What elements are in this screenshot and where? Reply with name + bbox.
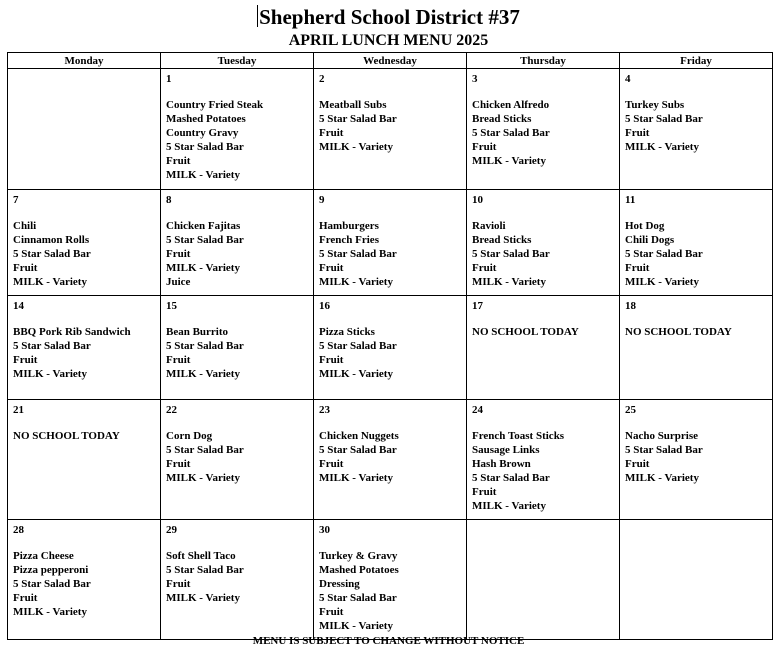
menu-item: MILK - Variety [472,276,546,288]
day-number: 24 [472,404,483,416]
menu-item: Sausage Links [472,444,540,456]
day-spacer [319,207,461,219]
menu-item: Fruit [166,578,191,590]
menu-item: MILK - Variety [13,606,87,618]
menu-item: Fruit [13,262,38,274]
menu-item: Pizza Cheese [13,550,74,562]
menu-item: 5 Star Salad Bar [472,248,550,260]
menu-item: MILK - Variety [472,155,546,167]
change-notice: MENU IS SUBJECT TO CHANGE WITHOUT NOTICE [252,635,525,647]
menu-item: Fruit [472,486,497,498]
menu-item: Fruit [319,606,344,618]
day-cell [314,69,467,190]
menu-item: Fruit [472,141,497,153]
day-spacer [472,417,614,429]
day-cell [8,190,161,296]
day-cell [314,520,467,640]
day-number: 22 [166,404,177,416]
menu-item: 5 Star Salad Bar [13,578,91,590]
menu-item: Fruit [319,262,344,274]
menu-item: Fruit [319,458,344,470]
menu-item: MILK - Variety [625,472,699,484]
menu-item: Juice [166,276,191,288]
day-number: 17 [472,300,483,312]
menu-item: Fruit [625,127,650,139]
menu-item: 5 Star Salad Bar [166,234,244,246]
menu-item: Chili Dogs [625,234,675,246]
menu-item: Hot Dog [625,220,665,232]
menu-item: Meatball Subs [319,99,387,111]
menu-item: Mashed Potatoes [166,113,246,125]
menu-item: Pizza Sticks [319,326,375,338]
menu-item: NO SCHOOL TODAY [13,430,120,442]
menu-item: Dressing [319,578,360,590]
day-spacer [166,86,308,98]
weekday-header: Thursday [467,53,620,69]
menu-item: MILK - Variety [319,620,393,632]
menu-item: MILK - Variety [13,368,87,380]
weekday-header: Monday [8,53,161,69]
menu-item: Fruit [166,248,191,260]
menu-item: MILK - Variety [625,276,699,288]
menu-item: Country Gravy [166,127,239,139]
lunch-menu-calendar [7,52,773,640]
menu-item: Fruit [166,458,191,470]
day-cell [8,296,161,400]
day-cell [620,69,773,190]
menu-item: 5 Star Salad Bar [319,444,397,456]
menu-item: 5 Star Salad Bar [472,472,550,484]
day-cell [161,296,314,400]
menu-subtitle: APRIL LUNCH MENU 2025 [288,32,489,49]
day-number: 29 [166,524,177,536]
day-spacer [13,537,155,549]
day-cell [620,296,773,400]
day-cell [467,296,620,400]
menu-item: 5 Star Salad Bar [625,113,703,125]
day-cell [314,296,467,400]
day-spacer [319,417,461,429]
menu-item: MILK - Variety [166,472,240,484]
text-cursor [257,5,258,27]
day-number: 9 [319,194,325,206]
menu-item: 5 Star Salad Bar [166,340,244,352]
day-spacer [13,417,155,429]
week-row [8,400,773,520]
day-cell [8,520,161,640]
day-spacer [472,207,614,219]
menu-item: Cinnamon Rolls [13,234,90,246]
menu-item: MILK - Variety [319,141,393,153]
day-spacer [319,313,461,325]
day-spacer [166,313,308,325]
day-number: 25 [625,404,636,416]
day-spacer [319,537,461,549]
day-cell [314,400,467,520]
day-cell [620,400,773,520]
day-number: 30 [319,524,330,536]
menu-item: Chicken Alfredo [472,99,550,111]
day-number: 28 [13,524,24,536]
menu-item: MILK - Variety [472,500,546,512]
week-row [8,520,773,640]
week-row [8,296,773,400]
menu-item: MILK - Variety [166,169,240,181]
menu-item: Fruit [319,354,344,366]
menu-item: Fruit [625,262,650,274]
day-cell [314,190,467,296]
menu-item: Fruit [13,354,38,366]
day-number: 21 [13,404,24,416]
day-number: 15 [166,300,177,312]
menu-item: NO SCHOOL TODAY [625,326,732,338]
day-number: 11 [625,194,636,206]
menu-item: BBQ Pork Rib Sandwich [13,326,131,338]
menu-item: Corn Dog [166,430,213,442]
menu-item: MILK - Variety [166,262,240,274]
day-number: 8 [166,194,172,206]
day-number: 16 [319,300,330,312]
day-cell [161,190,314,296]
day-spacer [13,313,155,325]
day-spacer [319,86,461,98]
day-cell [161,69,314,190]
day-spacer [625,86,767,98]
calendar-body [8,69,773,640]
menu-item: Fruit [319,127,344,139]
day-spacer [625,417,767,429]
weekday-header-row [8,53,773,69]
day-spacer [166,207,308,219]
menu-item: Hash Brown [472,458,531,470]
menu-item: Chili [13,220,37,232]
menu-item: Turkey & Gravy [319,550,398,562]
day-number: 23 [319,404,330,416]
menu-item: Fruit [472,262,497,274]
document-title [0,5,777,29]
menu-item: 5 Star Salad Bar [625,444,703,456]
menu-item: Fruit [13,592,38,604]
day-cell [620,520,773,640]
day-cell [161,520,314,640]
menu-item: Fruit [166,354,191,366]
week-row [8,69,773,190]
menu-item: Fruit [625,458,650,470]
day-number: 10 [472,194,483,206]
day-cell [467,190,620,296]
menu-item: 5 Star Salad Bar [472,127,550,139]
menu-item: 5 Star Salad Bar [319,113,397,125]
menu-item: 5 Star Salad Bar [625,248,703,260]
menu-item: Fruit [166,155,191,167]
day-cell [467,520,620,640]
menu-item: Bean Burrito [166,326,229,338]
day-spacer [625,207,767,219]
weekday-header: Friday [620,53,773,69]
menu-item: MILK - Variety [319,472,393,484]
menu-item: French Fries [319,234,379,246]
day-number: 7 [13,194,19,206]
menu-item: NO SCHOOL TODAY [472,326,579,338]
menu-item: MILK - Variety [319,276,393,288]
menu-item: MILK - Variety [319,368,393,380]
day-number: 1 [166,73,172,85]
day-cell [8,400,161,520]
menu-item: Mashed Potatoes [319,564,399,576]
menu-item: French Toast Sticks [472,430,565,442]
menu-item: 5 Star Salad Bar [319,592,397,604]
menu-item: 5 Star Salad Bar [319,340,397,352]
day-spacer [472,86,614,98]
day-number: 2 [319,73,325,85]
day-spacer [166,417,308,429]
day-cell [467,400,620,520]
day-spacer [166,537,308,549]
menu-item: Bread Sticks [472,113,532,125]
menu-item: 5 Star Salad Bar [166,564,244,576]
weekday-header: Wednesday [314,53,467,69]
day-number: 3 [472,73,478,85]
menu-item: MILK - Variety [166,592,240,604]
menu-item: Pizza pepperoni [13,564,89,576]
day-number: 14 [13,300,24,312]
week-row [8,190,773,296]
menu-item: MILK - Variety [625,141,699,153]
day-cell [620,190,773,296]
day-number: 18 [625,300,636,312]
document-title-text: Shepherd School District #37 [259,5,520,29]
day-spacer [13,207,155,219]
menu-item: Bread Sticks [472,234,532,246]
menu-item: Country Fried Steak [166,99,264,111]
menu-item: Turkey Subs [625,99,685,111]
menu-item: MILK - Variety [13,276,87,288]
day-cell [467,69,620,190]
menu-item: Nacho Surprise [625,430,699,442]
day-spacer [472,313,614,325]
day-cell [8,69,161,190]
menu-item: 5 Star Salad Bar [166,444,244,456]
day-number: 4 [625,73,631,85]
menu-item: Ravioli [472,220,506,232]
menu-item: MILK - Variety [166,368,240,380]
weekday-header: Tuesday [161,53,314,69]
menu-item: 5 Star Salad Bar [166,141,244,153]
menu-item: 5 Star Salad Bar [13,248,91,260]
menu-item: Chicken Fajitas [166,220,241,232]
menu-item: 5 Star Salad Bar [13,340,91,352]
menu-item: 5 Star Salad Bar [319,248,397,260]
day-spacer [625,313,767,325]
menu-item: Chicken Nuggets [319,430,399,442]
menu-item: Soft Shell Taco [166,550,236,562]
menu-item: Hamburgers [319,220,379,232]
day-cell [161,400,314,520]
